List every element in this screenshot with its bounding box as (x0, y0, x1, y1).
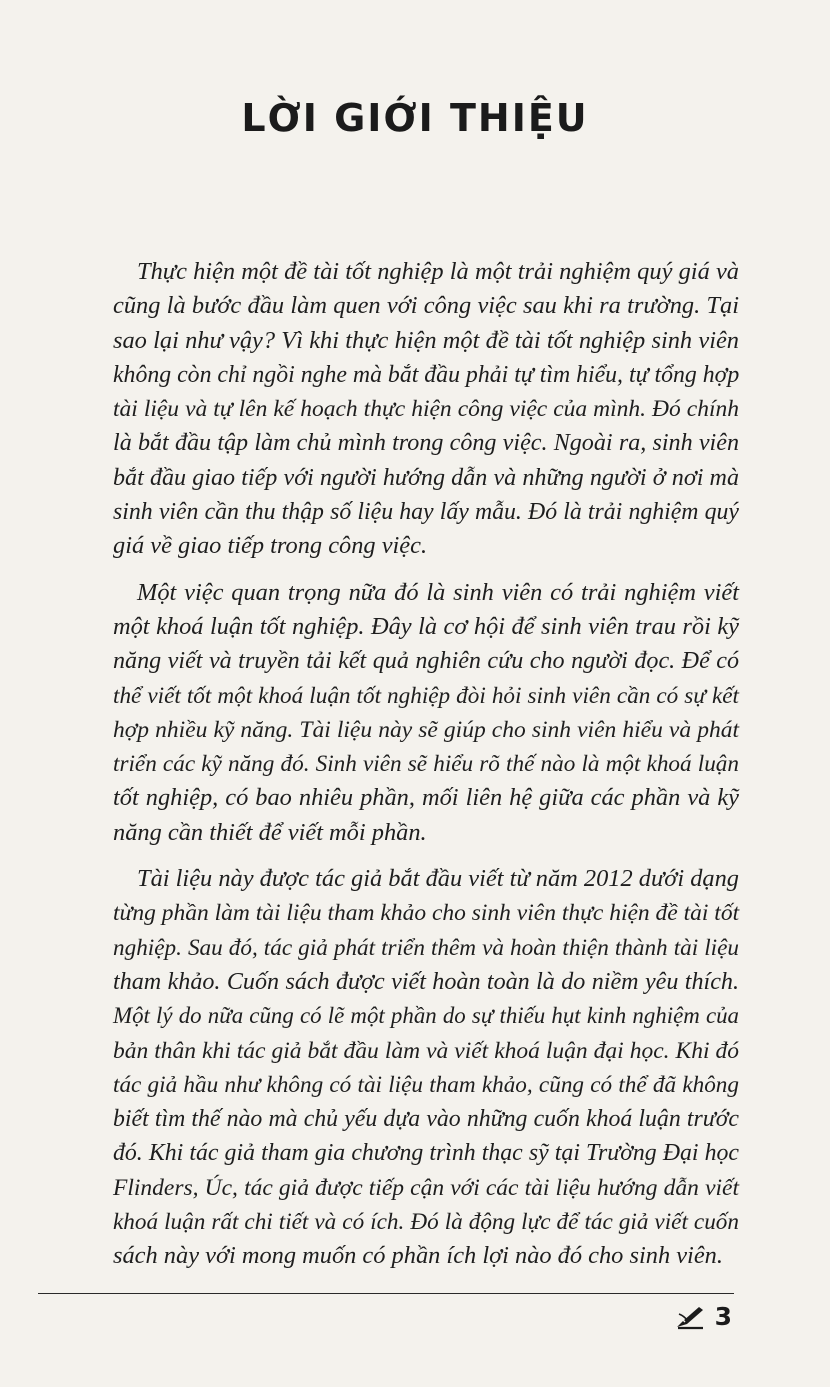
page-footer (675, 1302, 732, 1331)
text-line: bản thân khi tác giả bắt đầu làm và viết khoá luận đại học. Khi đó (113, 1037, 739, 1064)
text-line: sách này với mong muốn có phần ích lợi nào đó cho sinh viên. (113, 1242, 723, 1270)
text-line: tham khảo. Cuốn sách được viết hoàn toàn là do niềm yêu thích. (113, 968, 739, 995)
text-line: Flinders, Úc, tác giả được tiếp cận với các tài liệu hướng dẫn viết (113, 1174, 739, 1201)
text-line: bắt đầu giao tiếp với người hướng dẫn và những người ở nơi mà (113, 464, 739, 491)
text-line: tác giả hầu như không có tài liệu tham khảo, cũng có thể đã không (113, 1071, 739, 1098)
text-line: biết tìm thế nào mà chủ yếu dựa vào những cuốn khoá luận trước (113, 1106, 739, 1133)
paragraph (113, 862, 739, 1274)
text-line: sao lại như vậy? Vì khi thực hiện một đề tài tốt nghiệp sinh viên (113, 326, 739, 354)
text-line: một khoá luận tốt nghiệp. Đây là cơ hội để sinh viên trau rồi kỹ (113, 612, 739, 640)
text-line: triển các kỹ năng đó. Sinh viên sẽ hiểu rõ thế nào là một khoá luận (113, 751, 739, 778)
text-line: Một việc quan trọng nữa đó là sinh viên có trải nghiệm viết (137, 578, 739, 606)
text-line: khoá luận rất chi tiết và có ích. Đó là động lực để tác giả viết cuốn (113, 1209, 739, 1236)
text-line: sinh viên cần thu thập số liệu hay lấy mẫu. Đó là trải nghiệm quý (113, 499, 739, 526)
text-line: giá về giao tiếp trong công việc. (113, 532, 428, 560)
page-title: LỜI GIỚI THIỆU (241, 96, 589, 140)
text-line: Thực hiện một đề tài tốt nghiệp là một trải nghiệm quý giá và (137, 258, 739, 285)
footer-divider (38, 1293, 734, 1294)
text-line: nghiệp. Sau đó, tác giả phát triển thêm và hoàn thiện thành tài liệu (113, 934, 739, 961)
pen-icon (675, 1304, 705, 1330)
paragraph (113, 576, 739, 850)
text-line: tốt nghiệp, có bao nhiêu phần, mối liên hệ giữa các phần và kỹ (113, 784, 739, 812)
text-line: thể viết tốt một khoá luận tốt nghiệp đòi hỏi sinh viên cần có sự kết (113, 682, 739, 709)
text-line: là bắt đầu tập làm chủ mình trong công việc. Ngoài ra, sinh viên (113, 430, 739, 457)
text-line: năng cần thiết để viết mỗi phần. (113, 818, 427, 846)
text-line: cũng là bước đầu làm quen với công việc sau khi ra trường. Tại (113, 292, 739, 320)
text-line: đó. Khi tác giả tham gia chương trình thạc sỹ tại Trường Đại học (113, 1140, 739, 1167)
paragraph-gap (113, 850, 739, 862)
text-line: hợp nhiều kỹ năng. Tài liệu này sẽ giúp cho sinh viên hiểu và phát (113, 716, 739, 743)
text-line: Một lý do nữa cũng có lẽ một phần do sự thiếu hụt kinh nghiệm của (113, 1003, 739, 1029)
text-line: Tài liệu này được tác giả bắt đầu viết từ năm 2012 dưới dạng (137, 865, 739, 893)
text-line: từng phần làm tài liệu tham khảo cho sinh viên thực hiện đề tài tốt (113, 900, 740, 927)
text-line: năng viết và truyền tải kết quả nghiên cứu cho người đọc. Để có (113, 648, 739, 675)
paragraph-gap (113, 564, 739, 576)
text-line: tài liệu và tự lên kế hoạch thực hiện công việc của mình. Đó chính (113, 396, 739, 423)
body-text (113, 255, 739, 1274)
paragraph (113, 255, 739, 564)
page-number: 3 (714, 1302, 732, 1331)
text-line: không còn chỉ ngồi nghe mà bắt đầu phải tự tìm hiểu, tự tổng hợp (113, 361, 740, 388)
